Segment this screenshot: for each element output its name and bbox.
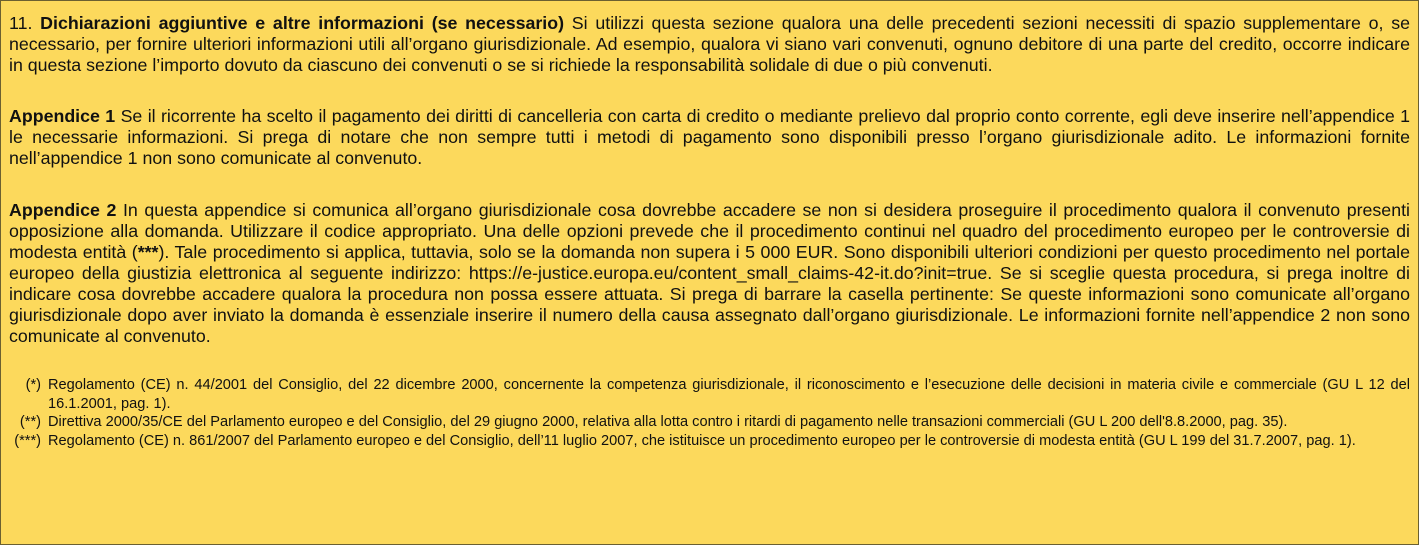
section-11-number: 11. xyxy=(9,13,33,33)
footnote xyxy=(9,413,1410,432)
section-11-paragraph xyxy=(9,13,1410,76)
footnote-text: Regolamento (CE) n. 44/2001 del Consiglio, del 22 dicembre 2000, concernente la competenza giurisdizionale, il riconoscimento e l’esecuzione delle decisioni in materia civile e commerciale (GU L 12 del 16.1.2001, pag. 1). xyxy=(48,377,1410,412)
footnote-mark: (***) xyxy=(14,432,41,449)
footnote xyxy=(9,376,1410,413)
footnote-mark: (*) xyxy=(25,377,41,393)
appendix-2-body-end: ). Tale procedimento si applica, tuttavia, solo se la domanda non supera i 5 000 EUR. Sono disponibili ulteriori condizioni per questo procedimento nel portale europeo della giustizia elettronica al seguente indirizzo: https://e-justice.europa.eu/content_small_claims-42-it.do?init=true. Se si sceglie questa procedura, si prega inoltre di indicare cosa dovrebbe accadere qualora la procedura non possa essere attuata. Si prega di barrare la casella pertinente: Se queste informazioni sono comunicate all’organo giurisdizionale dopo aver inviato la domanda è essenziale inserire il numero della causa assegnato dall’organo giurisdizionale. Le informazioni fornite nell’appendice 2 non sono comunicate al convenuto. xyxy=(9,242,1411,346)
appendix-1-body: Se il ricorrente ha scelto il pagamento dei diritti di cancelleria con carta di credito o mediante prelievo dal proprio conto corrente, egli deve inserire nell’appendice 1 le necessarie informazioni. Si prega di notare che non sempre tutti i metodi di pagamento sono disponibili presso l’organo giurisdizionale adito. Le informazioni fornite nell’appendice 1 non sono comunicate al convenuto. xyxy=(9,106,1410,168)
appendix-2-heading: Appendice 2 xyxy=(9,200,117,220)
footnote-text: Direttiva 2000/35/CE del Parlamento europeo e del Consiglio, del 29 giugno 2000, relativa alla lotta contro i ritardi di pagamento nelle transazioni commerciali (GU L 200 dell'8.8.2000, pag. 35). xyxy=(48,414,1288,430)
footnote xyxy=(9,432,1410,451)
appendix-2-paragraph xyxy=(9,200,1410,347)
footnote-ref-mark: *** xyxy=(137,242,159,262)
footnotes-list xyxy=(9,376,1410,450)
appendix-1-heading: Appendice 1 xyxy=(9,106,116,126)
appendix-1-paragraph xyxy=(9,106,1410,169)
section-11-body: Si utilizzi questa sezione qualora una delle precedenti sezioni necessiti di spazio supplementare o, se necessario, per fornire ulteriori informazioni utili all’organo giurisdizionale. Ad esempio, qualora vi siano vari convenuti, ognuno debitore di una parte del credito, occorre indicare in questa sezione l’importo dovuto da ciascuno dei convenuti o se si richiede la responsabilità solidale di due o più convenuti. xyxy=(9,13,1410,75)
footnote-text: Regolamento (CE) n. 861/2007 del Parlamento europeo e del Consiglio, dell’11 luglio 2007, che istituisce un procedimento europeo per le controversie di modesta entità (GU L 199 del 31.7.2007, pag. 1). xyxy=(48,432,1356,449)
appendix-2-body-start: In questa appendice si comunica all’organo giurisdizionale cosa dovrebbe accadere se non si desidera proseguire il procedimento qualora il convenuto presenti opposizione alla domanda. Utilizzare il codice appropriato. Una delle opzioni prevede che il procedimento continui nel quadro del procedimento europeo per le controversie di modesta entità ( xyxy=(9,200,1410,262)
section-11-heading: Dichiarazioni aggiuntive e altre informazioni (se necessario) xyxy=(40,13,565,33)
footnote-mark: (**) xyxy=(19,414,41,430)
